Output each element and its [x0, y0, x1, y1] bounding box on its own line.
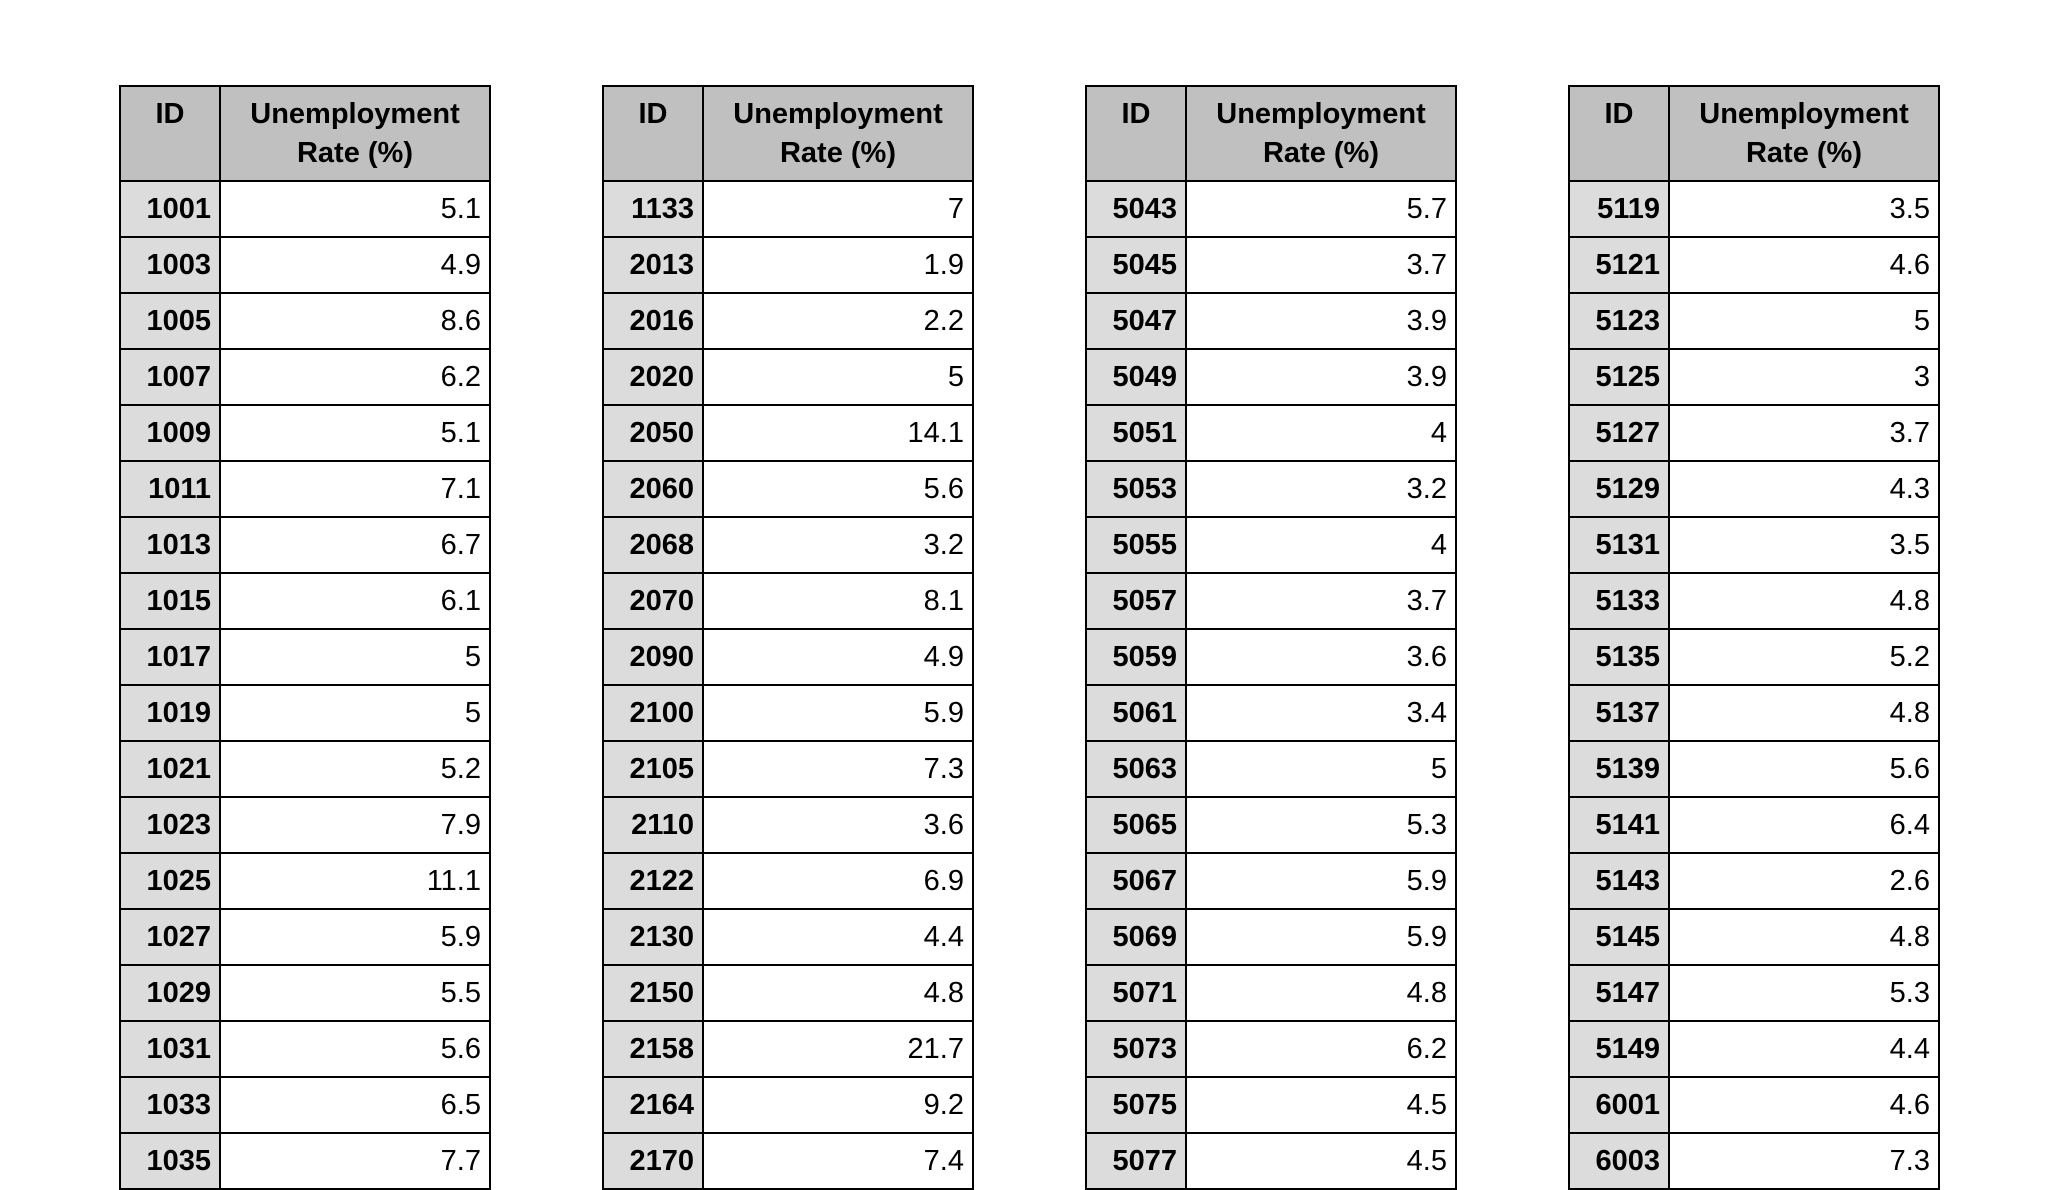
id-cell: 1029 [120, 965, 220, 1021]
id-cell: 2150 [603, 965, 703, 1021]
data-table [1568, 85, 1940, 1190]
rate-cell: 3.4 [1186, 685, 1456, 741]
rate-cell: 9.2 [703, 1077, 973, 1133]
rate-column-header: Unemployment Rate (%) [1669, 86, 1939, 181]
rate-cell: 5.9 [703, 685, 973, 741]
id-cell: 5121 [1569, 237, 1669, 293]
table-row [1569, 853, 1939, 909]
unemployment-table-2 [602, 85, 974, 1190]
rate-cell: 5.9 [1186, 853, 1456, 909]
rate-cell: 7.9 [220, 797, 490, 853]
rate-cell: 3.2 [1186, 461, 1456, 517]
rate-cell: 5.1 [220, 181, 490, 237]
data-table [1085, 85, 1457, 1190]
id-cell: 1019 [120, 685, 220, 741]
rate-cell: 4.3 [1669, 461, 1939, 517]
table-row [120, 629, 490, 685]
id-cell: 6003 [1569, 1133, 1669, 1189]
id-cell: 5131 [1569, 517, 1669, 573]
rate-cell: 4.4 [703, 909, 973, 965]
rate-cell: 2.2 [703, 293, 973, 349]
table-row [120, 237, 490, 293]
id-cell: 5057 [1086, 573, 1186, 629]
table-row [1086, 1133, 1456, 1189]
rate-cell: 3.5 [1669, 517, 1939, 573]
rate-cell: 14.1 [703, 405, 973, 461]
id-cell: 5049 [1086, 349, 1186, 405]
table-row [1569, 629, 1939, 685]
id-column-header: ID [120, 86, 220, 181]
rate-cell: 5.2 [220, 741, 490, 797]
id-cell: 2158 [603, 1021, 703, 1077]
rate-cell: 6.7 [220, 517, 490, 573]
id-cell: 1033 [120, 1077, 220, 1133]
rate-cell: 6.2 [1186, 1021, 1456, 1077]
id-column-header: ID [603, 86, 703, 181]
id-cell: 5063 [1086, 741, 1186, 797]
table-row [1569, 1021, 1939, 1077]
table-row [120, 405, 490, 461]
id-cell: 5137 [1569, 685, 1669, 741]
table-row [1569, 741, 1939, 797]
id-cell: 2070 [603, 573, 703, 629]
table-row [603, 741, 973, 797]
id-cell: 5053 [1086, 461, 1186, 517]
id-cell: 5065 [1086, 797, 1186, 853]
id-cell: 5145 [1569, 909, 1669, 965]
rate-cell: 6.2 [220, 349, 490, 405]
table-row [1086, 573, 1456, 629]
rate-cell: 5.6 [703, 461, 973, 517]
rate-cell: 3.5 [1669, 181, 1939, 237]
id-cell: 5071 [1086, 965, 1186, 1021]
table-row [603, 1021, 973, 1077]
table-row [120, 1077, 490, 1133]
header-row [1086, 86, 1456, 181]
rate-cell: 7.1 [220, 461, 490, 517]
table-row [1086, 909, 1456, 965]
table-row [120, 965, 490, 1021]
id-cell: 1013 [120, 517, 220, 573]
rate-cell: 7.4 [703, 1133, 973, 1189]
table-row [1086, 237, 1456, 293]
rate-cell: 3.7 [1669, 405, 1939, 461]
rate-cell: 5.9 [1186, 909, 1456, 965]
id-cell: 5075 [1086, 1077, 1186, 1133]
table-row [603, 573, 973, 629]
id-cell: 2016 [603, 293, 703, 349]
table-row [603, 797, 973, 853]
table-row [120, 797, 490, 853]
id-cell: 2068 [603, 517, 703, 573]
id-cell: 5051 [1086, 405, 1186, 461]
rate-cell: 3.6 [1186, 629, 1456, 685]
table-row [120, 461, 490, 517]
rate-cell: 4.9 [220, 237, 490, 293]
rate-cell: 6.9 [703, 853, 973, 909]
table-row [1086, 349, 1456, 405]
id-cell: 1133 [603, 181, 703, 237]
id-cell: 1007 [120, 349, 220, 405]
rate-cell: 6.1 [220, 573, 490, 629]
rate-cell: 5 [220, 629, 490, 685]
rate-cell: 5.9 [220, 909, 490, 965]
table-row [120, 181, 490, 237]
id-column-header: ID [1569, 86, 1669, 181]
id-cell: 5135 [1569, 629, 1669, 685]
id-cell: 1009 [120, 405, 220, 461]
id-cell: 5141 [1569, 797, 1669, 853]
table-row [603, 1133, 973, 1189]
table-row [1569, 797, 1939, 853]
id-cell: 1011 [120, 461, 220, 517]
rate-cell: 3.7 [1186, 237, 1456, 293]
table-row [120, 517, 490, 573]
id-cell: 2130 [603, 909, 703, 965]
id-cell: 1025 [120, 853, 220, 909]
id-cell: 5043 [1086, 181, 1186, 237]
table-row [120, 685, 490, 741]
id-cell: 5139 [1569, 741, 1669, 797]
data-table [602, 85, 974, 1190]
table-row [603, 405, 973, 461]
table-row [1086, 965, 1456, 1021]
header-row [120, 86, 490, 181]
table-row [1569, 349, 1939, 405]
id-cell: 5047 [1086, 293, 1186, 349]
id-cell: 1021 [120, 741, 220, 797]
table-row [120, 853, 490, 909]
rate-cell: 4.8 [1186, 965, 1456, 1021]
id-cell: 5069 [1086, 909, 1186, 965]
id-cell: 5127 [1569, 405, 1669, 461]
unemployment-table-3 [1085, 85, 1457, 1190]
header-row [603, 86, 973, 181]
id-cell: 5125 [1569, 349, 1669, 405]
rate-cell: 3.2 [703, 517, 973, 573]
table-row [1086, 685, 1456, 741]
table-row [120, 909, 490, 965]
header-row [1569, 86, 1939, 181]
rate-cell: 6.5 [220, 1077, 490, 1133]
id-cell: 5059 [1086, 629, 1186, 685]
rate-cell: 21.7 [703, 1021, 973, 1077]
id-cell: 5143 [1569, 853, 1669, 909]
rate-cell: 4.5 [1186, 1133, 1456, 1189]
table-row [1086, 797, 1456, 853]
rate-cell: 3.7 [1186, 573, 1456, 629]
id-cell: 2050 [603, 405, 703, 461]
id-cell: 5133 [1569, 573, 1669, 629]
table-row [1569, 573, 1939, 629]
rate-cell: 4 [1186, 517, 1456, 573]
id-cell: 5055 [1086, 517, 1186, 573]
table-row [1086, 1077, 1456, 1133]
rate-cell: 4.8 [703, 965, 973, 1021]
id-cell: 5129 [1569, 461, 1669, 517]
table-row [120, 573, 490, 629]
id-cell: 2090 [603, 629, 703, 685]
table-row [603, 461, 973, 517]
table-row [1569, 517, 1939, 573]
table-row [1086, 517, 1456, 573]
id-cell: 2013 [603, 237, 703, 293]
rate-cell: 3.9 [1186, 293, 1456, 349]
rate-cell: 8.1 [703, 573, 973, 629]
rate-cell: 5 [1669, 293, 1939, 349]
table-row [603, 629, 973, 685]
table-row [1086, 629, 1456, 685]
id-cell: 1031 [120, 1021, 220, 1077]
rate-cell: 6.4 [1669, 797, 1939, 853]
table-row [1569, 909, 1939, 965]
rate-cell: 5.1 [220, 405, 490, 461]
unemployment-table-4 [1568, 85, 1940, 1190]
table-row [1086, 293, 1456, 349]
table-row [1569, 181, 1939, 237]
rate-cell: 4.8 [1669, 685, 1939, 741]
table-row [603, 293, 973, 349]
rate-cell: 7.7 [220, 1133, 490, 1189]
id-cell: 5067 [1086, 853, 1186, 909]
id-cell: 2110 [603, 797, 703, 853]
id-cell: 5061 [1086, 685, 1186, 741]
id-cell: 5045 [1086, 237, 1186, 293]
id-cell: 2100 [603, 685, 703, 741]
id-cell: 1005 [120, 293, 220, 349]
table-row [1569, 461, 1939, 517]
rate-cell: 5.5 [220, 965, 490, 1021]
id-cell: 1023 [120, 797, 220, 853]
rate-column-header: Unemployment Rate (%) [220, 86, 490, 181]
table-row [1569, 965, 1939, 1021]
id-cell: 5077 [1086, 1133, 1186, 1189]
rate-cell: 5.2 [1669, 629, 1939, 685]
table-row [603, 909, 973, 965]
table-row [603, 349, 973, 405]
id-cell: 1017 [120, 629, 220, 685]
id-cell: 5073 [1086, 1021, 1186, 1077]
rate-cell: 5 [1186, 741, 1456, 797]
table-row [1086, 853, 1456, 909]
id-cell: 6001 [1569, 1077, 1669, 1133]
id-cell: 5149 [1569, 1021, 1669, 1077]
rate-cell: 5.3 [1669, 965, 1939, 1021]
id-cell: 1015 [120, 573, 220, 629]
table-row [1086, 181, 1456, 237]
data-table [119, 85, 491, 1190]
id-column-header: ID [1086, 86, 1186, 181]
id-cell: 1035 [120, 1133, 220, 1189]
id-cell: 5123 [1569, 293, 1669, 349]
table-row [1086, 1021, 1456, 1077]
id-cell: 1003 [120, 237, 220, 293]
rate-cell: 1.9 [703, 237, 973, 293]
table-row [1086, 741, 1456, 797]
table-row [1569, 685, 1939, 741]
rate-cell: 7.3 [703, 741, 973, 797]
rate-cell: 11.1 [220, 853, 490, 909]
rate-column-header: Unemployment Rate (%) [703, 86, 973, 181]
rate-cell: 4.5 [1186, 1077, 1456, 1133]
table-row [1569, 1133, 1939, 1189]
rate-cell: 5 [703, 349, 973, 405]
table-row [1086, 405, 1456, 461]
rate-cell: 8.6 [220, 293, 490, 349]
unemployment-table-1 [119, 85, 491, 1190]
id-cell: 2122 [603, 853, 703, 909]
id-cell: 2020 [603, 349, 703, 405]
id-cell: 1001 [120, 181, 220, 237]
rate-cell: 2.6 [1669, 853, 1939, 909]
id-cell: 1027 [120, 909, 220, 965]
rate-cell: 4.9 [703, 629, 973, 685]
table-row [603, 181, 973, 237]
rate-cell: 4.6 [1669, 237, 1939, 293]
rate-cell: 4 [1186, 405, 1456, 461]
rate-cell: 5.7 [1186, 181, 1456, 237]
id-cell: 2060 [603, 461, 703, 517]
rate-cell: 5 [220, 685, 490, 741]
table-row [1569, 293, 1939, 349]
rate-cell: 4.8 [1669, 573, 1939, 629]
table-row [1569, 237, 1939, 293]
table-row [1086, 461, 1456, 517]
rate-cell: 7.3 [1669, 1133, 1939, 1189]
table-row [120, 293, 490, 349]
table-row [603, 517, 973, 573]
table-row [1569, 1077, 1939, 1133]
table-row [603, 853, 973, 909]
table-row [1569, 405, 1939, 461]
table-row [603, 965, 973, 1021]
rate-column-header: Unemployment Rate (%) [1186, 86, 1456, 181]
rate-cell: 5.6 [220, 1021, 490, 1077]
rate-cell: 4.8 [1669, 909, 1939, 965]
id-cell: 2164 [603, 1077, 703, 1133]
table-row [603, 1077, 973, 1133]
id-cell: 5147 [1569, 965, 1669, 1021]
rate-cell: 3 [1669, 349, 1939, 405]
rate-cell: 7 [703, 181, 973, 237]
id-cell: 2170 [603, 1133, 703, 1189]
rate-cell: 4.4 [1669, 1021, 1939, 1077]
rate-cell: 5.3 [1186, 797, 1456, 853]
rate-cell: 3.9 [1186, 349, 1456, 405]
table-row [120, 741, 490, 797]
id-cell: 5119 [1569, 181, 1669, 237]
table-row [120, 1021, 490, 1077]
table-row [603, 685, 973, 741]
table-row [603, 237, 973, 293]
table-row [120, 1133, 490, 1189]
rate-cell: 3.6 [703, 797, 973, 853]
id-cell: 2105 [603, 741, 703, 797]
rate-cell: 4.6 [1669, 1077, 1939, 1133]
rate-cell: 5.6 [1669, 741, 1939, 797]
table-row [120, 349, 490, 405]
